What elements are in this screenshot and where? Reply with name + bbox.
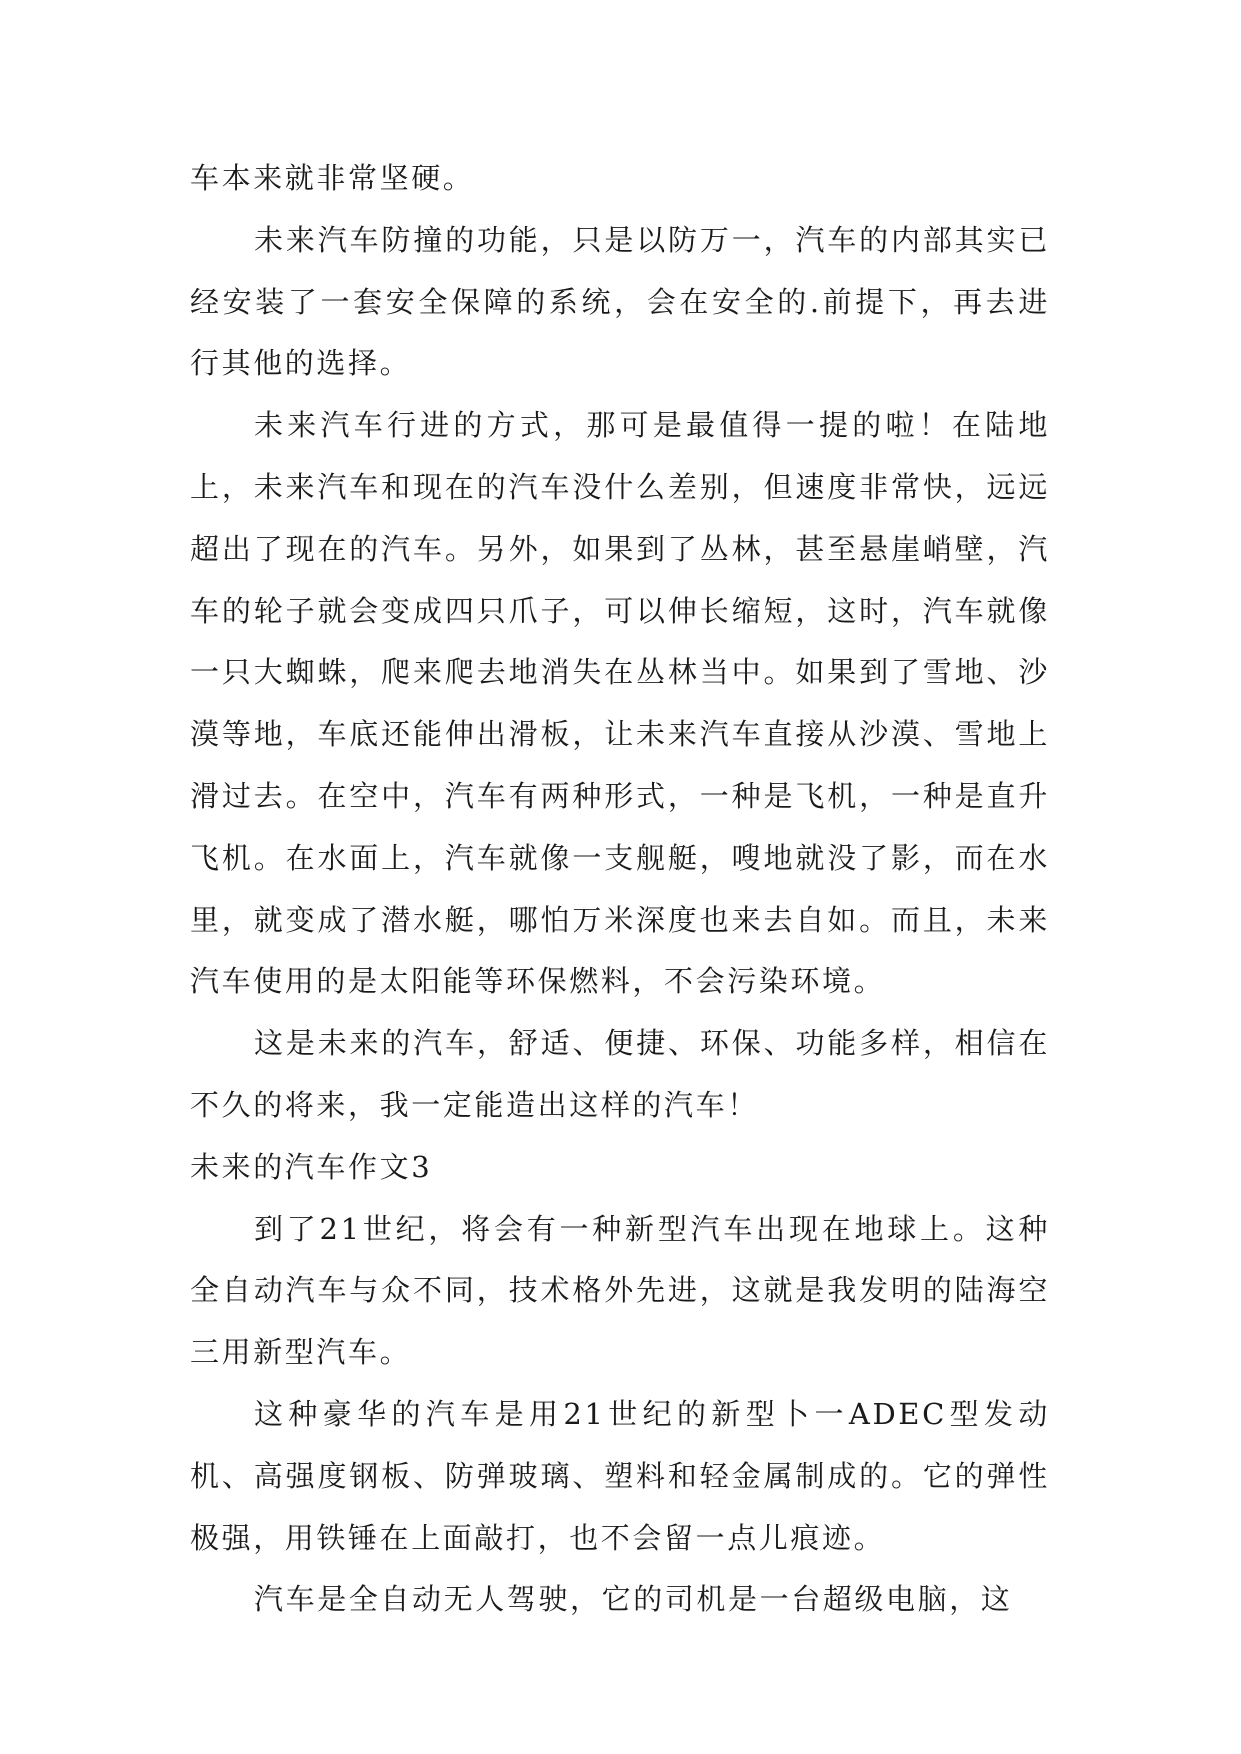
paragraph-6: 这种豪华的汽车是用21世纪的新型卜一ADEC型发动机、高强度钢板、防弹玻璃、塑料和轻金属制成的。它的弹性极强，用铁锤在上面敲打，也不会留一点儿痕迹。 xyxy=(190,1396,1050,1555)
paragraph-1: 车本来就非常坚硬。 xyxy=(190,161,475,195)
paragraph-5: 到了21世纪，将会有一种新型汽车出现在地球上。这种全自动汽车与众不同，技术格外先进，这就是我发明的陆海空三用新型汽车。 xyxy=(190,1211,1050,1370)
paragraph-4: 这是未来的汽车，舒适、便捷、环保、功能多样，相信在不久的将来，我一定能造出这样的汽车！ xyxy=(190,1026,1050,1122)
paragraph-7: 汽车是全自动无人驾驶，它的司机是一台超级电脑，这 xyxy=(254,1582,1013,1617)
paragraph-2: 未来汽车防撞的功能，只是以防万一，汽车的内部其实已经安装了一套安全保障的系统，会在安全的.前提下，再去进行其他的选择。 xyxy=(190,222,1050,381)
section-heading: 未来的汽车作文3 xyxy=(190,1149,433,1184)
document-body xyxy=(190,148,1050,1631)
paragraph-3: 未来汽车行进的方式，那可是最值得一提的啦！在陆地上，未来汽车和现在的汽车没什么差别，但速度非常快，远远超出了现在的汽车。另外，如果到了丛林，甚至悬崖峭壁，汽车的轮子就会变成四只爪子，可以伸长缩短，这时，汽车就像一只大蜘蛛，爬来爬去地消失在丛林当中。如果到了雪地、沙漠等地，车底还能伸出滑板，让未来汽车直接从沙漠、雪地上滑过去。在空中，汽车有两种形式，一种是飞机，一种是直升飞机。在水面上，汽车就像一支舰艇，嗖地就没了影，而在水里，就变成了潜水艇，哪怕万米深度也来去自如。而且，未来汽车使用的是太阳能等环保燃料，不会污染环境。 xyxy=(190,408,1050,999)
